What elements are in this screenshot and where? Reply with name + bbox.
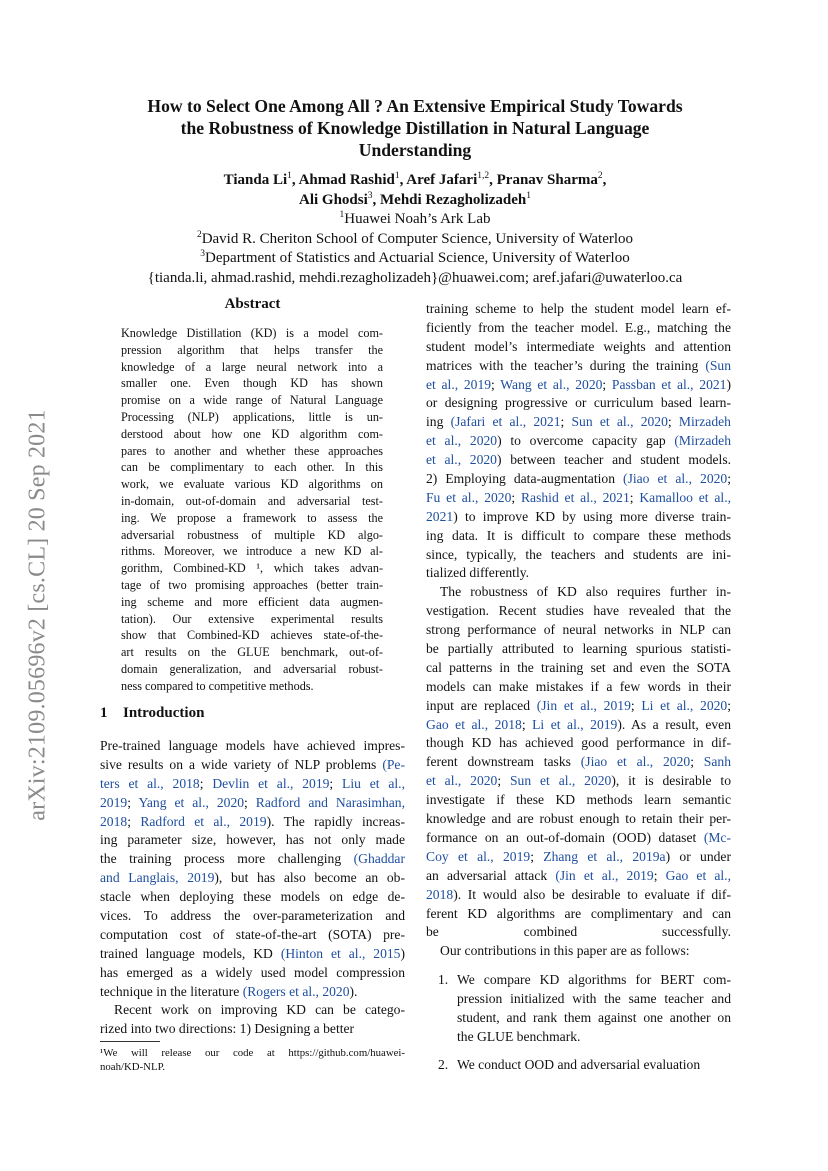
text-line bbox=[100, 813, 405, 832]
text-line bbox=[100, 831, 405, 850]
text-line bbox=[100, 794, 405, 813]
citation: 2018 bbox=[100, 813, 128, 829]
right-column-text bbox=[426, 300, 731, 961]
text-span: ; bbox=[199, 775, 213, 791]
text-span: rized into two directions: 1) Designing a better bbox=[100, 1021, 355, 1037]
text-line bbox=[100, 964, 405, 983]
text-line bbox=[426, 546, 731, 565]
text-span: or designing progressive or curriculum based learn- bbox=[426, 395, 731, 411]
text-span: Recent work on improving KD can be catego- bbox=[114, 1002, 405, 1018]
citation: et al., 2020 bbox=[426, 773, 498, 789]
text-span: ), it is desirable to bbox=[611, 773, 731, 789]
text-span: training scheme to help the student model learn ef- bbox=[426, 301, 731, 316]
text-span: vestigation. Recent studies have revealed that the bbox=[426, 603, 731, 619]
author-line: Ali Ghodsi$^3$, Mehdi Rezagholizadeh$^1$ bbox=[298, 190, 532, 208]
text-line bbox=[426, 319, 731, 338]
abstract-line: work, we evaluate various KD algorithms on bbox=[121, 477, 383, 492]
text-line bbox=[426, 791, 731, 810]
list-item-line: student, and rank them against one another on bbox=[457, 1009, 731, 1025]
citation: (Mirzadeh bbox=[674, 433, 732, 449]
abstract-body bbox=[121, 325, 383, 695]
citation: (Rogers et al., 2020 bbox=[242, 983, 350, 999]
text-line bbox=[426, 489, 731, 508]
text-line bbox=[426, 451, 731, 470]
text-span: computation cost of state-of-the-art (SOTA) pre- bbox=[100, 926, 405, 942]
citation: (Hinton et al., 2015 bbox=[280, 945, 401, 961]
text-span: since, typically, the teachers and students are ini- bbox=[426, 546, 731, 562]
text-span: ; bbox=[244, 794, 256, 810]
citation: et al., 2020 bbox=[426, 433, 498, 449]
citation: 2021 bbox=[426, 508, 454, 524]
text-line bbox=[426, 376, 731, 395]
abstract-line: ing scheme and more efficient data augmen- bbox=[121, 594, 383, 609]
abstract-line: can be complimentary to each other. In this bbox=[121, 460, 383, 475]
text-span: ; bbox=[629, 489, 640, 505]
text-line bbox=[100, 775, 405, 794]
affiliation: $^3$Department of Statistics and Actuarial Science, University of Waterloo bbox=[200, 249, 630, 266]
text-line bbox=[100, 888, 405, 907]
citation: Coy et al., 2019 bbox=[426, 848, 531, 864]
text-span: ) to improve KD by using more diverse train- bbox=[453, 508, 731, 524]
citation: Sanh bbox=[703, 754, 731, 770]
text-line bbox=[426, 564, 731, 583]
text-span: tialized differently. bbox=[426, 565, 530, 581]
text-span: formance on an out-of-domain (OOD) dataset bbox=[426, 829, 704, 845]
text-span: trained language models, KD bbox=[100, 945, 281, 961]
text-span: ferent downstream tasks bbox=[426, 754, 581, 770]
list-item bbox=[426, 1056, 731, 1075]
citation: (Jin et al., 2019 bbox=[555, 867, 654, 883]
abstract-line: Knowledge Distillation (KD) is a model com- bbox=[121, 326, 383, 340]
text-span: the training process more challenging bbox=[100, 851, 354, 867]
citation: Radford and Narasimhan, bbox=[255, 794, 405, 810]
text-line bbox=[426, 432, 731, 451]
text-span: matrices with the teacher’s during the training bbox=[426, 357, 706, 373]
text-span: ) between teacher and student models. bbox=[496, 452, 732, 468]
citation: 2019 bbox=[100, 794, 128, 810]
text-span: ; bbox=[602, 376, 612, 392]
citation: et al., 2020 bbox=[426, 452, 497, 468]
text-span: Pre-trained language models have achieved impres- bbox=[100, 738, 405, 753]
text-line bbox=[426, 357, 731, 376]
text-line bbox=[426, 867, 731, 886]
text-span: ; bbox=[530, 848, 544, 864]
title-line: the Robustness of Knowledge Distillation in Natural Language bbox=[180, 118, 650, 138]
text-span: ; bbox=[497, 773, 510, 789]
citation: Wang et al., 2020 bbox=[500, 376, 603, 392]
list-marker: 1. bbox=[438, 972, 449, 988]
text-span: input are replaced bbox=[426, 697, 537, 713]
text-line bbox=[426, 810, 731, 829]
citation: Yang et al., 2020 bbox=[138, 794, 245, 810]
text-line bbox=[426, 886, 731, 905]
citation: Radford et al., 2019 bbox=[140, 813, 267, 829]
citation: Li et al., 2020 bbox=[641, 697, 728, 713]
author-emails: {tianda.li, ahmad.rashid, mehdi.rezagholizadeh}@huawei.com; aref.jafari@uwaterloo.ca bbox=[147, 269, 683, 286]
footnote-line: ¹We will release our code at https://github.com/huawei- bbox=[100, 1047, 405, 1059]
text-span: be combined successfully. bbox=[426, 924, 731, 940]
abstract-heading: Abstract bbox=[224, 296, 281, 312]
text-line bbox=[100, 983, 405, 1002]
abstract-line: tation). Our extensive experimental results bbox=[121, 611, 383, 626]
list-item-line: We conduct OOD and adversarial evaluation bbox=[457, 1056, 701, 1072]
abstract-line: rithms. Moreover, we introduce a new KD al- bbox=[121, 544, 383, 559]
text-line bbox=[426, 734, 731, 753]
author-block bbox=[100, 171, 730, 288]
citation: and Langlais, 2019 bbox=[100, 870, 215, 886]
footnote-rule bbox=[100, 1041, 160, 1042]
text-span: ; bbox=[127, 813, 141, 829]
abstract-line: tage of two promising approaches (better train- bbox=[121, 577, 383, 592]
citation: Sun et al., 2020 bbox=[571, 414, 668, 430]
text-span: ; bbox=[521, 716, 533, 732]
text-span: has emerged as a widely used model compression bbox=[100, 964, 405, 980]
citation: 2018 bbox=[426, 886, 454, 902]
citation: Mirzadeh bbox=[678, 414, 731, 430]
text-line bbox=[426, 583, 731, 602]
citation: Devlin et al., 2019 bbox=[212, 775, 330, 791]
citation: Gao et al., bbox=[665, 867, 731, 883]
text-line bbox=[100, 756, 405, 775]
text-span: an adversarial attack bbox=[426, 867, 556, 883]
citation: Zhang et al., 2019a bbox=[543, 848, 666, 864]
citation: (Pe- bbox=[382, 756, 405, 772]
citation: (Jiao et al., 2020 bbox=[580, 754, 691, 770]
text-line bbox=[100, 945, 405, 964]
text-span: vices. To address the over-parameterization and bbox=[100, 908, 405, 924]
text-line bbox=[426, 300, 731, 319]
abstract-line: smaller one. Even though KD has shown bbox=[121, 376, 383, 391]
citation: et al., 2019 bbox=[426, 376, 492, 392]
title-line: Understanding bbox=[358, 140, 472, 160]
section-number: 1 bbox=[100, 705, 108, 721]
text-span: ing parameter size, however, has not only made bbox=[100, 832, 405, 848]
abstract-line: Processing (NLP) applications, little is un- bbox=[121, 409, 383, 424]
author-name: Ali Ghodsi bbox=[298, 191, 368, 208]
text-span: ), but has also become an ob- bbox=[214, 870, 405, 886]
text-span: though KD has achieved good performance in dif- bbox=[426, 735, 731, 751]
text-span: ; bbox=[127, 794, 139, 810]
citation: Fu et al., 2020 bbox=[426, 489, 512, 505]
abstract-line: show that Combined-KD achieves state-of-the- bbox=[121, 628, 383, 643]
abstract-line: derstood about how one KD algorithm com- bbox=[121, 426, 383, 441]
text-span: Our contributions in this paper are as follows: bbox=[440, 943, 690, 959]
abstract-line: knowledge of a large neural network into a bbox=[121, 359, 383, 374]
abstract-line: domain generalization, and adversarial robust- bbox=[121, 661, 383, 676]
citation: (Jin et al., 2019 bbox=[536, 697, 631, 713]
text-span: The robustness of KD also requires further in- bbox=[440, 584, 731, 600]
text-span: ficiently from the teacher model. E.g., matching the bbox=[426, 319, 731, 335]
text-span: 2) Employing data-augmentation bbox=[426, 471, 624, 487]
abstract-line: ing. We propose a framework to assess the bbox=[121, 510, 383, 525]
text-line bbox=[426, 527, 731, 546]
author-line: Tianda Li$^1$, Ahmad Rashid$^1$, Aref Jafari$^{1,2}$, Pranav Sharma$^2$, bbox=[223, 171, 607, 188]
citation: Rashid et al., 2021 bbox=[520, 489, 630, 505]
text-span: ; bbox=[667, 414, 679, 430]
author-name: Tianda Li bbox=[223, 172, 288, 188]
text-span: ; bbox=[727, 471, 731, 487]
author-name: Pranav Sharma bbox=[496, 172, 598, 188]
paper-title bbox=[100, 95, 730, 161]
text-span: knowledge and are robust enough to retain their per- bbox=[426, 811, 731, 827]
text-span: models can make mistakes if a few words in their bbox=[426, 678, 731, 694]
text-span: ferent KD algorithms are complimentary and can bbox=[426, 905, 731, 921]
list-marker: 2. bbox=[438, 1056, 449, 1072]
abstract-line: promise on a wide range of Natural Language bbox=[121, 393, 383, 408]
text-line bbox=[100, 869, 405, 888]
text-line bbox=[426, 470, 731, 489]
affiliation: $^2$David R. Cheriton School of Computer Science, University of Waterloo bbox=[196, 229, 634, 247]
text-line bbox=[426, 829, 731, 848]
text-span: ; bbox=[690, 754, 704, 770]
arxiv-identifier: arXiv:2109.05696v2 [cs.CL] 20 Sep 2021 bbox=[24, 409, 51, 821]
text-span: ; bbox=[560, 414, 572, 430]
text-line bbox=[426, 394, 731, 413]
list-item bbox=[426, 971, 731, 1047]
text-line bbox=[426, 848, 731, 867]
list-item-line: the GLUE benchmark. bbox=[457, 1028, 581, 1044]
text-line bbox=[426, 923, 731, 942]
text-line bbox=[426, 697, 731, 716]
citation: (Jafari et al., 2021 bbox=[450, 414, 561, 430]
list-item-line: We compare KD algorithms for BERT com- bbox=[457, 972, 731, 988]
text-span: sive results on a wide variety of NLP problems bbox=[100, 756, 383, 772]
text-line bbox=[426, 659, 731, 678]
text-span: ; bbox=[630, 697, 642, 713]
text-span: investigate if these KD methods learn semantic bbox=[426, 792, 731, 808]
citation: (Sun bbox=[705, 357, 731, 373]
list-item-line: pression initialized with the same teacher and bbox=[457, 991, 731, 1007]
citation: ters et al., 2018 bbox=[100, 775, 200, 791]
affiliation: $^1$Huawei Noah’s Ark Lab bbox=[339, 210, 491, 227]
text-line bbox=[100, 907, 405, 926]
text-line bbox=[426, 942, 731, 961]
author-name: Mehdi Rezagholizadeh bbox=[380, 191, 527, 208]
text-line bbox=[426, 716, 731, 735]
text-span: ). It would also be desirable to evaluate if dif- bbox=[453, 886, 731, 902]
text-span: ; bbox=[329, 775, 343, 791]
abstract-line: adversarial robustness of multiple KD algo- bbox=[121, 527, 383, 542]
text-span: be partially attributed to learning spurious statisti- bbox=[426, 641, 731, 657]
citation: (Mc- bbox=[703, 829, 731, 845]
text-line bbox=[426, 413, 731, 432]
text-span: student model’s intermediate weights and attention bbox=[426, 338, 731, 354]
text-span: ; bbox=[653, 867, 666, 883]
author-name: Ahmad Rashid bbox=[298, 172, 395, 188]
citation: Gao et al., 2018 bbox=[426, 716, 522, 732]
text-span: technique in the literature bbox=[100, 983, 243, 999]
text-line bbox=[100, 850, 405, 869]
text-span: ) or under bbox=[665, 848, 731, 864]
text-span: ; bbox=[511, 489, 521, 505]
text-span: ing data. It is difficult to compare these methods bbox=[426, 527, 731, 543]
abstract-line: pression algorithm that helps transfer the bbox=[121, 342, 383, 357]
title-line: How to Select One Among All ? An Extensive Empirical Study Towards bbox=[147, 96, 683, 116]
left-column-text bbox=[100, 737, 405, 1039]
section-title: Introduction bbox=[123, 705, 205, 721]
text-line bbox=[100, 737, 405, 756]
text-span: ) bbox=[726, 376, 732, 392]
abstract-line: gorithm, Combined-KD ¹, which takes advan- bbox=[121, 561, 383, 576]
abstract-line: in-domain, out-of-domain and adversarial test- bbox=[121, 493, 383, 508]
text-span: ) bbox=[400, 945, 406, 961]
citation: Li et al., 2019 bbox=[532, 716, 618, 732]
text-span: stacle when deploying these models on edge de- bbox=[100, 889, 405, 905]
text-span: ; bbox=[727, 697, 731, 713]
text-line bbox=[426, 753, 731, 772]
text-span: ) to overcome capacity gap bbox=[497, 433, 675, 449]
abstract-line: pares to another and whether these approaches bbox=[121, 443, 383, 458]
footnote bbox=[100, 1046, 405, 1074]
text-line bbox=[426, 640, 731, 659]
text-span: ). bbox=[349, 983, 358, 999]
text-span: ; bbox=[491, 376, 501, 392]
text-line bbox=[426, 602, 731, 621]
text-span: ). As a result, even bbox=[617, 716, 732, 732]
text-line bbox=[100, 926, 405, 945]
citation: (Jiao et al., 2020 bbox=[623, 471, 728, 487]
text-line bbox=[426, 338, 731, 357]
text-line bbox=[426, 508, 731, 527]
citation: Sun et al., 2020 bbox=[510, 773, 612, 789]
text-span: strong performance of neural networks in NLP can bbox=[426, 622, 731, 638]
footnote-line: noah/KD-NLP. bbox=[100, 1061, 166, 1073]
abstract-line: ness compared to competitive methods. bbox=[121, 678, 314, 693]
text-span: ing bbox=[426, 414, 451, 430]
text-line bbox=[100, 1001, 405, 1020]
abstract-line: art results on the GLUE benchmark, out-of- bbox=[121, 645, 383, 660]
text-line bbox=[100, 1020, 405, 1039]
text-line bbox=[426, 621, 731, 640]
section-heading bbox=[100, 705, 405, 722]
text-span: cal patterns in the training set and even the SOTA bbox=[426, 659, 731, 675]
right-column bbox=[426, 300, 731, 1075]
citation: Liu et al., bbox=[342, 775, 405, 791]
text-line bbox=[426, 905, 731, 924]
text-span: ). The rapidly increas- bbox=[266, 813, 405, 829]
text-line bbox=[426, 678, 731, 697]
citation: (Ghaddar bbox=[353, 851, 405, 867]
citation: Kamalloo et al., bbox=[639, 489, 731, 505]
citation: Passban et al., 2021 bbox=[611, 376, 727, 392]
contributions-list bbox=[426, 971, 731, 1074]
author-name: Aref Jafari bbox=[406, 172, 478, 188]
text-line bbox=[426, 772, 731, 791]
